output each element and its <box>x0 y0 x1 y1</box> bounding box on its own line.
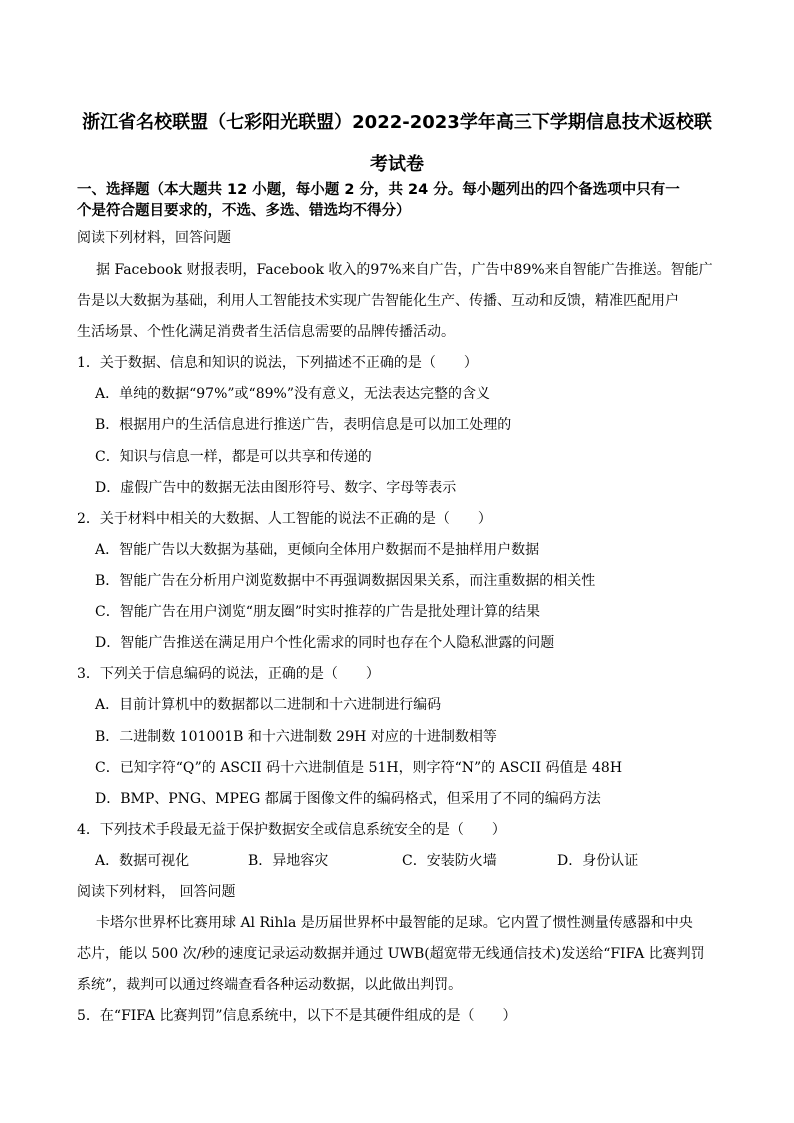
q1-option-d: D．虚假广告中的数据无法由图形符号、数字、字母等表示 <box>95 480 457 496</box>
q4-options-row <box>95 852 638 870</box>
material2-para-line3: 系统”，裁判可以通过终端查看各种运动数据，以此做出判罚。 <box>77 977 463 993</box>
q3-option-d: D．BMP、PNG、MPEG 都属于图像文件的编码格式，但采用了不同的编码方法 <box>95 791 601 807</box>
q3-stem: 3．下列关于信息编码的说法，正确的是（ ） <box>77 666 380 682</box>
q3-option-b: B．二进制数 101001B 和十六进制数 29H 对应的十进制数相等 <box>95 729 497 745</box>
exam-title-line2: 考试卷 <box>370 154 424 175</box>
q5-stem: 5．在“FIFA 比赛判罚”信息系统中，以下不是其硬件组成的是（ ） <box>77 1008 517 1024</box>
q2-stem: 2．关于材料中相关的大数据、人工智能的说法不正确的是（ ） <box>77 511 492 527</box>
q1-option-c: C．知识与信息一样，都是可以共享和传递的 <box>95 449 372 465</box>
q4-option-b: B．异地容灾 <box>248 853 329 869</box>
material1-intro: 阅读下列材料，回答问题 <box>77 230 231 246</box>
q1-stem: 1．关于数据、信息和知识的说法，下列描述不正确的是（ ） <box>77 355 478 371</box>
q4-option-d: D．身份认证 <box>557 853 639 869</box>
q1-option-b: B．根据用户的生活信息进行推送广告，表明信息是可以加工处理的 <box>95 417 512 433</box>
material2-para-line1: 卡塔尔世界杯比赛用球 Al Rihla 是历届世界杯中最智能的足球。它内置了惯性测量传感器和中央 <box>96 915 693 931</box>
q4-option-a: A．数据可视化 <box>95 853 190 869</box>
q4-stem: 4．下列技术手段最无益于保护数据安全或信息系统安全的是（ ） <box>77 822 506 838</box>
exam-title-line1: 浙江省名校联盟（七彩阳光联盟）2022-2023学年高三下学期信息技术返校联 <box>82 112 712 133</box>
material2-para-line2: 芯片，能以 500 次/秒的速度记录运动数据并通过 UWB(超宽带无线通信技术)发送给“FIFA 比赛判罚 <box>77 946 705 962</box>
q2-option-b: B．智能广告在分析用户浏览数据中不再强调数据因果关系，而注重数据的相关性 <box>95 573 596 589</box>
material2-intro: 阅读下列材料， 回答问题 <box>77 884 236 900</box>
q3-option-a: A．目前计算机中的数据都以二进制和十六进制进行编码 <box>95 697 442 713</box>
material1-para-line1: 据 Facebook 财报表明，Facebook 收入的97%来自广告，广告中89%来自智能广告推送。智能广 <box>96 262 713 278</box>
section-heading-line2: 个是符合题目要求的，不选、多选、错选均不得分） <box>77 203 411 219</box>
q2-option-c: C．智能广告在用户浏览“朋友圈”时实时推荐的广告是批处理计算的结果 <box>95 604 541 620</box>
section-heading-line1: 一、选择题（本大题共 12 小题，每小题 2 分，共 24 分。每小题列出的四个备选项中只有一 <box>77 182 680 198</box>
q2-option-a: A．智能广告以大数据为基础，更倾向全体用户数据而不是抽样用户数据 <box>95 542 540 558</box>
material1-para-line3: 生活场景、个性化满足消费者生活信息需要的品牌传播活动。 <box>77 324 455 340</box>
q4-option-c: C．安装防火墙 <box>402 853 497 869</box>
material1-para-line2: 告是以大数据为基础，利用人工智能技术实现广告智能化生产、传播、互动和反馈，精准匹配用户 <box>77 293 679 309</box>
q2-option-d: D．智能广告推送在满足用户个性化需求的同时也存在个人隐私泄露的问题 <box>95 635 555 651</box>
q1-option-a: A．单纯的数据“97%”或“89%”没有意义，无法表达完整的含义 <box>95 386 490 402</box>
q3-option-c: C．已知字符“Q”的 ASCII 码十六进制值是 51H，则字符“N”的 ASCII 码值是 48H <box>95 760 623 776</box>
